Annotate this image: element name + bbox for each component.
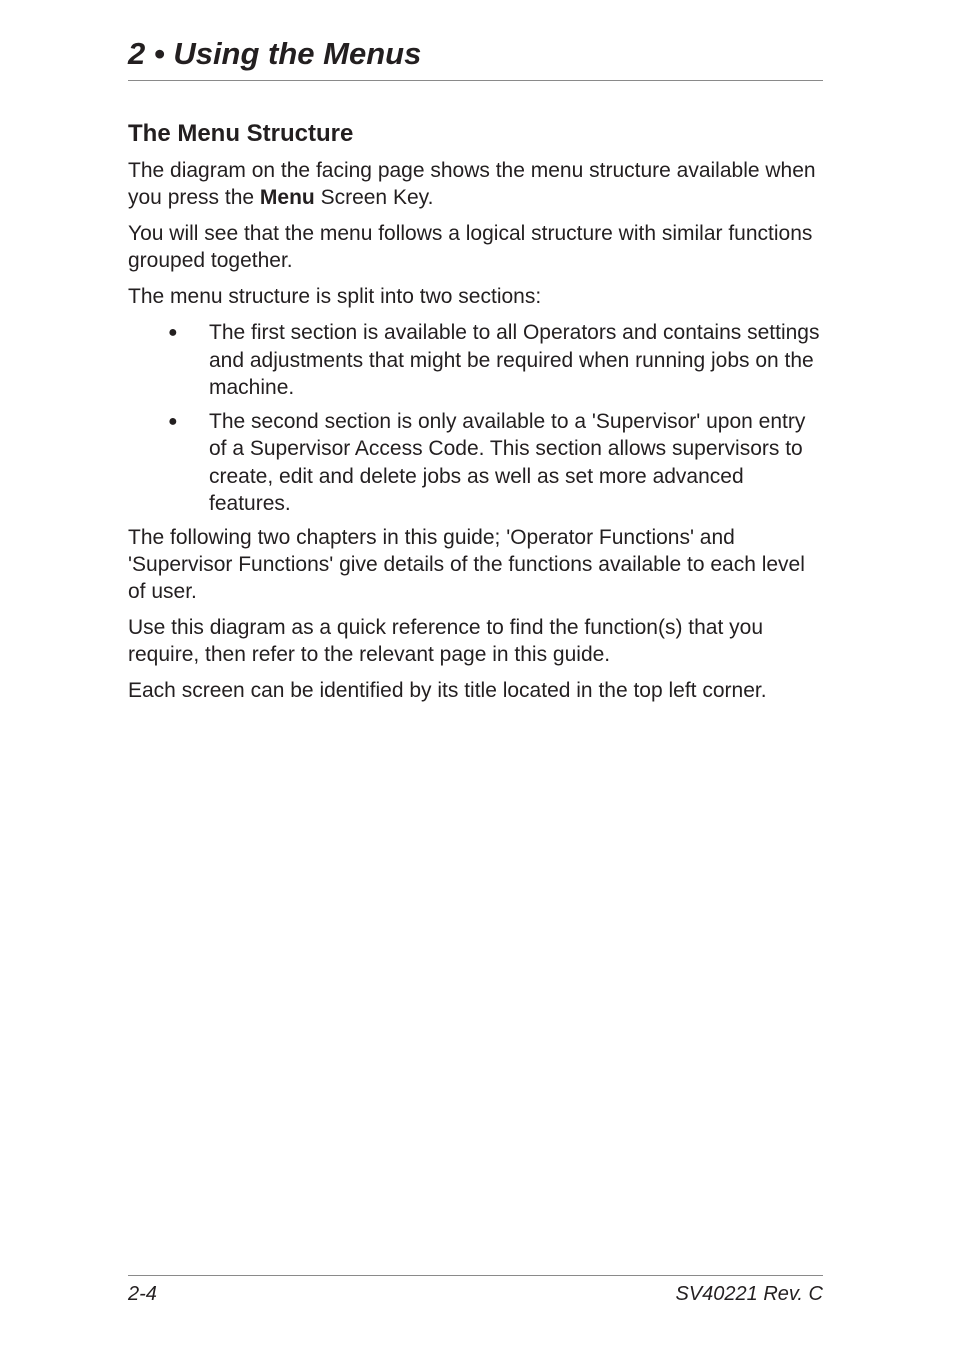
intro-text-start: The diagram on the facing page shows the menu structure available when you press the: [128, 159, 816, 209]
chapter-title: 2 • Using the Menus: [128, 36, 422, 71]
chapters-paragraph: The following two chapters in this guide; 'Operator Functions' and 'Supervisor Functions' give details of the functions available to each level of user.: [128, 525, 805, 603]
structure-paragraph: You will see that the menu follows a logical structure with similar functions grouped together.: [128, 222, 813, 272]
main-content: [128, 117, 823, 713]
document-code: SV40221 Rev. C: [675, 1283, 823, 1305]
list-item: [128, 408, 823, 518]
menu-key-name: Menu: [259, 186, 315, 209]
list-item-text: The first section is available to all Operators and contains settings and adjustments that might be required when running jobs on the machine.: [209, 321, 820, 399]
intro-paragraph: [128, 157, 823, 211]
reference-paragraph: Use this diagram as a quick reference to find the function(s) that you require, then refer to the relevant page in this guide.: [128, 615, 763, 666]
page-number: 2-4: [128, 1283, 157, 1305]
page-header: [128, 30, 823, 81]
screen-title-paragraph: Each screen can be identified by its title located in the top left corner.: [128, 678, 767, 702]
list-item: [128, 319, 823, 402]
intro-text-end: Screen Key.: [314, 186, 434, 209]
list-item-text: The second section is only available to a 'Supervisor' upon entry of a Supervisor Access Code. This section allows supervisors to create, edit and delete jobs as well as set more advanced features.: [209, 409, 806, 515]
sections-list: [128, 319, 823, 518]
page-footer: [128, 1275, 823, 1316]
section-heading: The Menu Structure: [128, 120, 354, 147]
sections-intro-paragraph: The menu structure is split into two sections:: [128, 285, 542, 308]
bullet-icon: ●: [168, 412, 178, 430]
bullet-icon: ●: [168, 324, 178, 341]
